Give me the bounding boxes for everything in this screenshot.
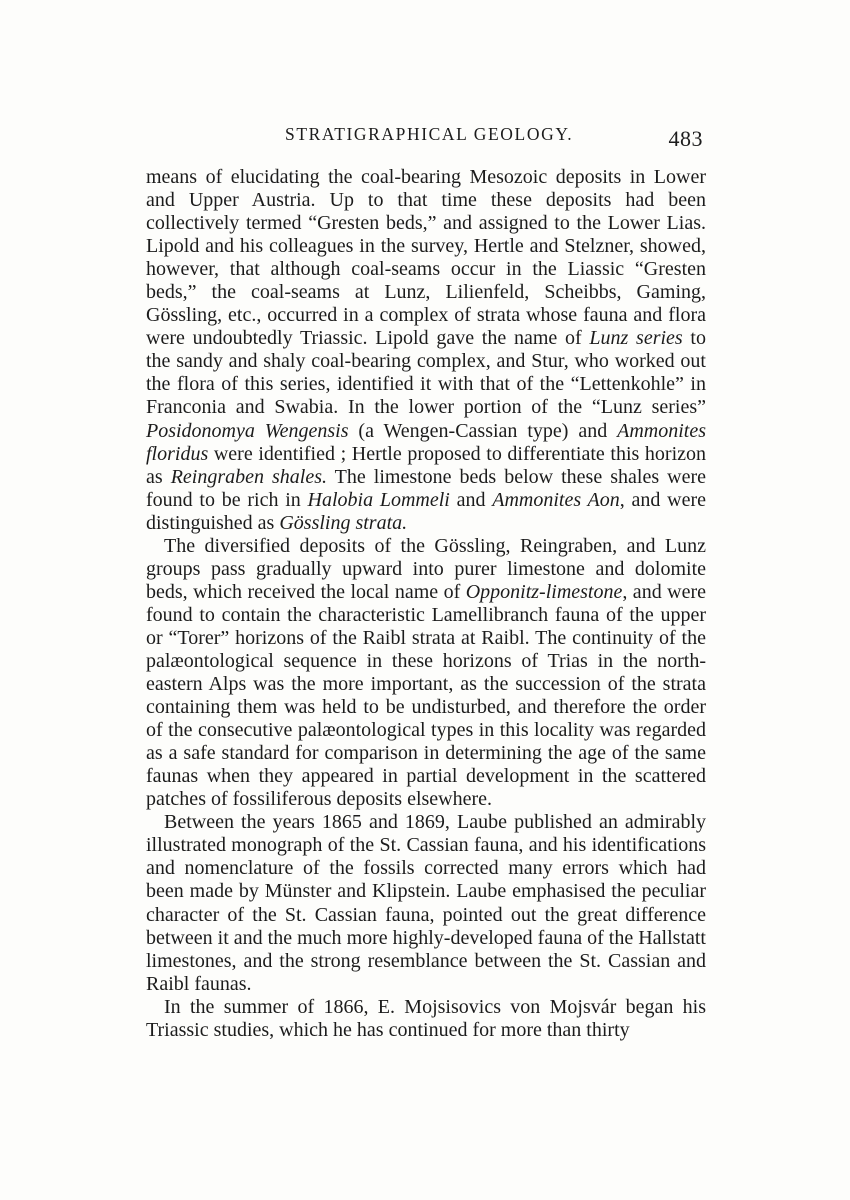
running-title: STRATIGRAPHICAL GEOLOGY. <box>285 124 574 144</box>
text-run: means of elucidating the coal-bearing Mesozoic deposits in Lower and Upper Austria. Up to that time these deposits had been collectively termed “Gresten beds,” and assigned to the Lower Lias. Lipold and his colleagues in the survey, Hertle and Stelzner, showed, however, that although coal-seams occur in the Liassic “Gresten beds,” the coal-seams at Lunz, Lilienfeld, Scheibbs, Gaming, Gössling, etc., occurred in a complex of strata whose fauna and flora were undoubtedly Triassic. Lipold gave the name of <box>146 166 706 350</box>
text-run: to the sandy and shaly coal-bearing complex, and Stur, who worked out the flora of this series, identified it with that of the “Lettenkohle” in Franconia and Swabia. In the lower portion of the “Lunz series” <box>146 327 706 419</box>
body-text <box>146 166 706 1042</box>
running-head <box>145 120 705 150</box>
italic-term: Opponitz-limestone <box>465 580 623 603</box>
paragraph <box>146 166 706 535</box>
text-run: were identified ; Hertle proposed to differentiate this horizon as <box>146 442 706 488</box>
italic-term: Gössling strata. <box>279 511 408 534</box>
text-run: The diversified deposits of the Gössling, Reingraben, and Lunz groups pass gradually upward into purer limestone and dolomite beds, which received the local name of <box>146 534 706 603</box>
italic-term: Halobia Lommeli <box>307 488 450 511</box>
italic-term: Reingraben shales. <box>170 465 328 488</box>
text-run: Between the years 1865 and 1869, Laube published an admirably illustrated monograph of the St. Cassian fauna, and his identifications and nomenclature of the fossils corrected many errors which had been made by Münster and Klipstein. Laube emphasised the peculiar character of the St. Cassian fauna, pointed out the great difference between it and the much more highly-developed fauna of the Hallstatt limestones, and the strong resemblance between the St. Cassian and Raibl faunas. <box>146 811 706 995</box>
paragraph <box>146 996 706 1042</box>
text-run: In the summer of 1866, E. Mojsisovics von Mojsvár began his Triassic studies, which he has continued for more than thirty <box>146 995 706 1041</box>
text-run: The limestone beds below these shales were found to be rich in <box>146 465 706 511</box>
italic-term: Posidonomya Wengensis <box>146 419 349 442</box>
text-run: , and were distinguished as <box>146 488 707 534</box>
italic-term: Ammonites floridus <box>146 419 707 465</box>
italic-term: Lunz series <box>589 327 683 350</box>
page-number: 483 <box>668 126 703 151</box>
text-run: , and were found to contain the characteristic Lamellibranch fauna of the upper or “Torer” horizons of the Raibl strata at Raibl. The continuity of the palæontological sequence in these horizons of Trias in the north-eastern Alps was the more important, as the succession of the strata containing them was held to be undisturbed, and therefore the order of the consecutive palæontological types in this locality was regarded as a safe standard for comparison in determining the age of the same faunas when they appeared in partial development in the scattered patches of fossiliferous deposits elsewhere. <box>146 580 706 811</box>
italic-term: Ammonites Aon <box>492 488 620 511</box>
paragraph <box>146 811 706 995</box>
text-run: and <box>449 488 493 511</box>
text-run: (a Wengen-Cassian type) and <box>348 419 618 442</box>
paragraph <box>146 535 706 812</box>
